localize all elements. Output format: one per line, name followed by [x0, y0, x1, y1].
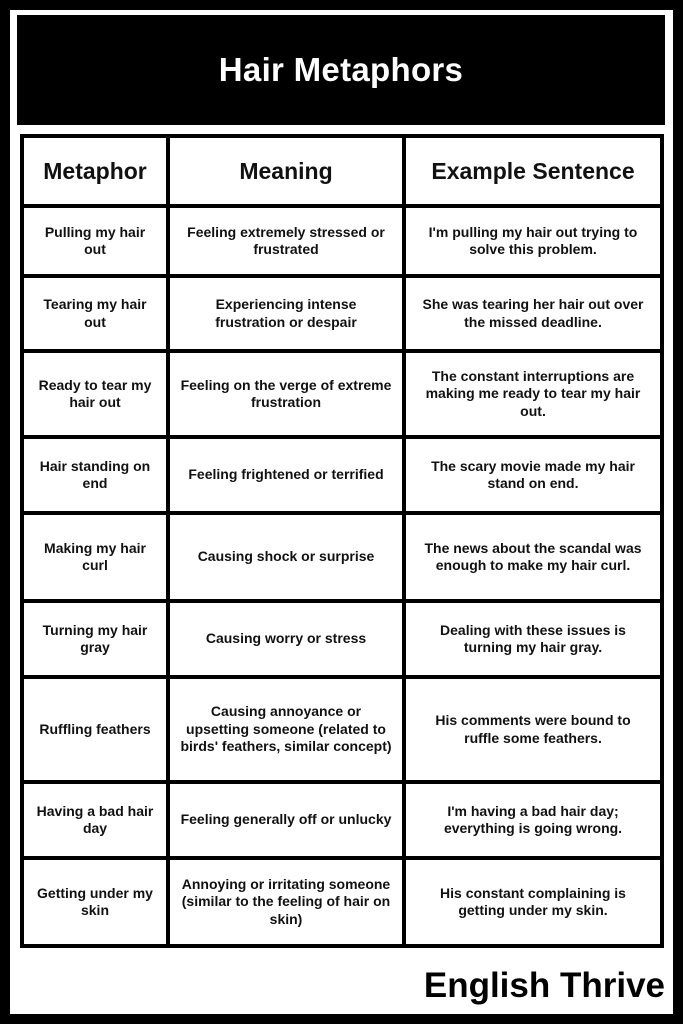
- example-cell: She was tearing her hair out over the missed deadline.: [404, 276, 662, 351]
- meaning-cell: Feeling generally off or unlucky: [168, 782, 404, 858]
- meaning-cell: Causing annoyance or upsetting someone (related to birds' feathers, similar concept): [168, 677, 404, 782]
- meaning-cell: Feeling frightened or terrified: [168, 437, 404, 513]
- metaphor-table-container: [20, 134, 664, 948]
- column-header-meaning: Meaning: [168, 136, 404, 206]
- title-bar: [17, 15, 665, 125]
- meaning-cell: Causing shock or surprise: [168, 513, 404, 601]
- metaphor-cell: Ready to tear my hair out: [22, 351, 168, 437]
- metaphor-cell: Pulling my hair out: [22, 206, 168, 276]
- example-cell: Dealing with these issues is turning my hair gray.: [404, 601, 662, 677]
- example-cell: His comments were bound to ruffle some feathers.: [404, 677, 662, 782]
- table-row: [22, 513, 662, 601]
- infographic-card: [10, 10, 673, 1014]
- example-cell: I'm pulling my hair out trying to solve this problem.: [404, 206, 662, 276]
- table-row: [22, 677, 662, 782]
- meaning-cell: Causing worry or stress: [168, 601, 404, 677]
- column-header-metaphor: Metaphor: [22, 136, 168, 206]
- table-header-row: [22, 136, 662, 206]
- metaphor-cell: Tearing my hair out: [22, 276, 168, 351]
- metaphor-cell: Hair standing on end: [22, 437, 168, 513]
- example-cell: His constant complaining is getting under my skin.: [404, 858, 662, 946]
- metaphor-cell: Ruffling feathers: [22, 677, 168, 782]
- table-row: [22, 858, 662, 946]
- meaning-cell: Feeling extremely stressed or frustrated: [168, 206, 404, 276]
- example-cell: The constant interruptions are making me ready to tear my hair out.: [404, 351, 662, 437]
- brand-footer: English Thrive: [423, 966, 665, 1005]
- meaning-cell: Feeling on the verge of extreme frustration: [168, 351, 404, 437]
- meaning-cell: Experiencing intense frustration or despair: [168, 276, 404, 351]
- page-title: Hair Metaphors: [218, 51, 464, 88]
- table-row: [22, 276, 662, 351]
- metaphor-cell: Getting under my skin: [22, 858, 168, 946]
- table-row: [22, 601, 662, 677]
- example-cell: The news about the scandal was enough to make my hair curl.: [404, 513, 662, 601]
- metaphor-cell: Having a bad hair day: [22, 782, 168, 858]
- metaphor-table: [20, 134, 664, 948]
- table-row: [22, 206, 662, 276]
- meaning-cell: Annoying or irritating someone (similar to the feeling of hair on skin): [168, 858, 404, 946]
- table-row: [22, 437, 662, 513]
- example-cell: The scary movie made my hair stand on end.: [404, 437, 662, 513]
- metaphor-cell: Turning my hair gray: [22, 601, 168, 677]
- table-row: [22, 351, 662, 437]
- example-cell: I'm having a bad hair day; everything is going wrong.: [404, 782, 662, 858]
- metaphor-cell: Making my hair curl: [22, 513, 168, 601]
- column-header-example: Example Sentence: [404, 136, 662, 206]
- table-row: [22, 782, 662, 858]
